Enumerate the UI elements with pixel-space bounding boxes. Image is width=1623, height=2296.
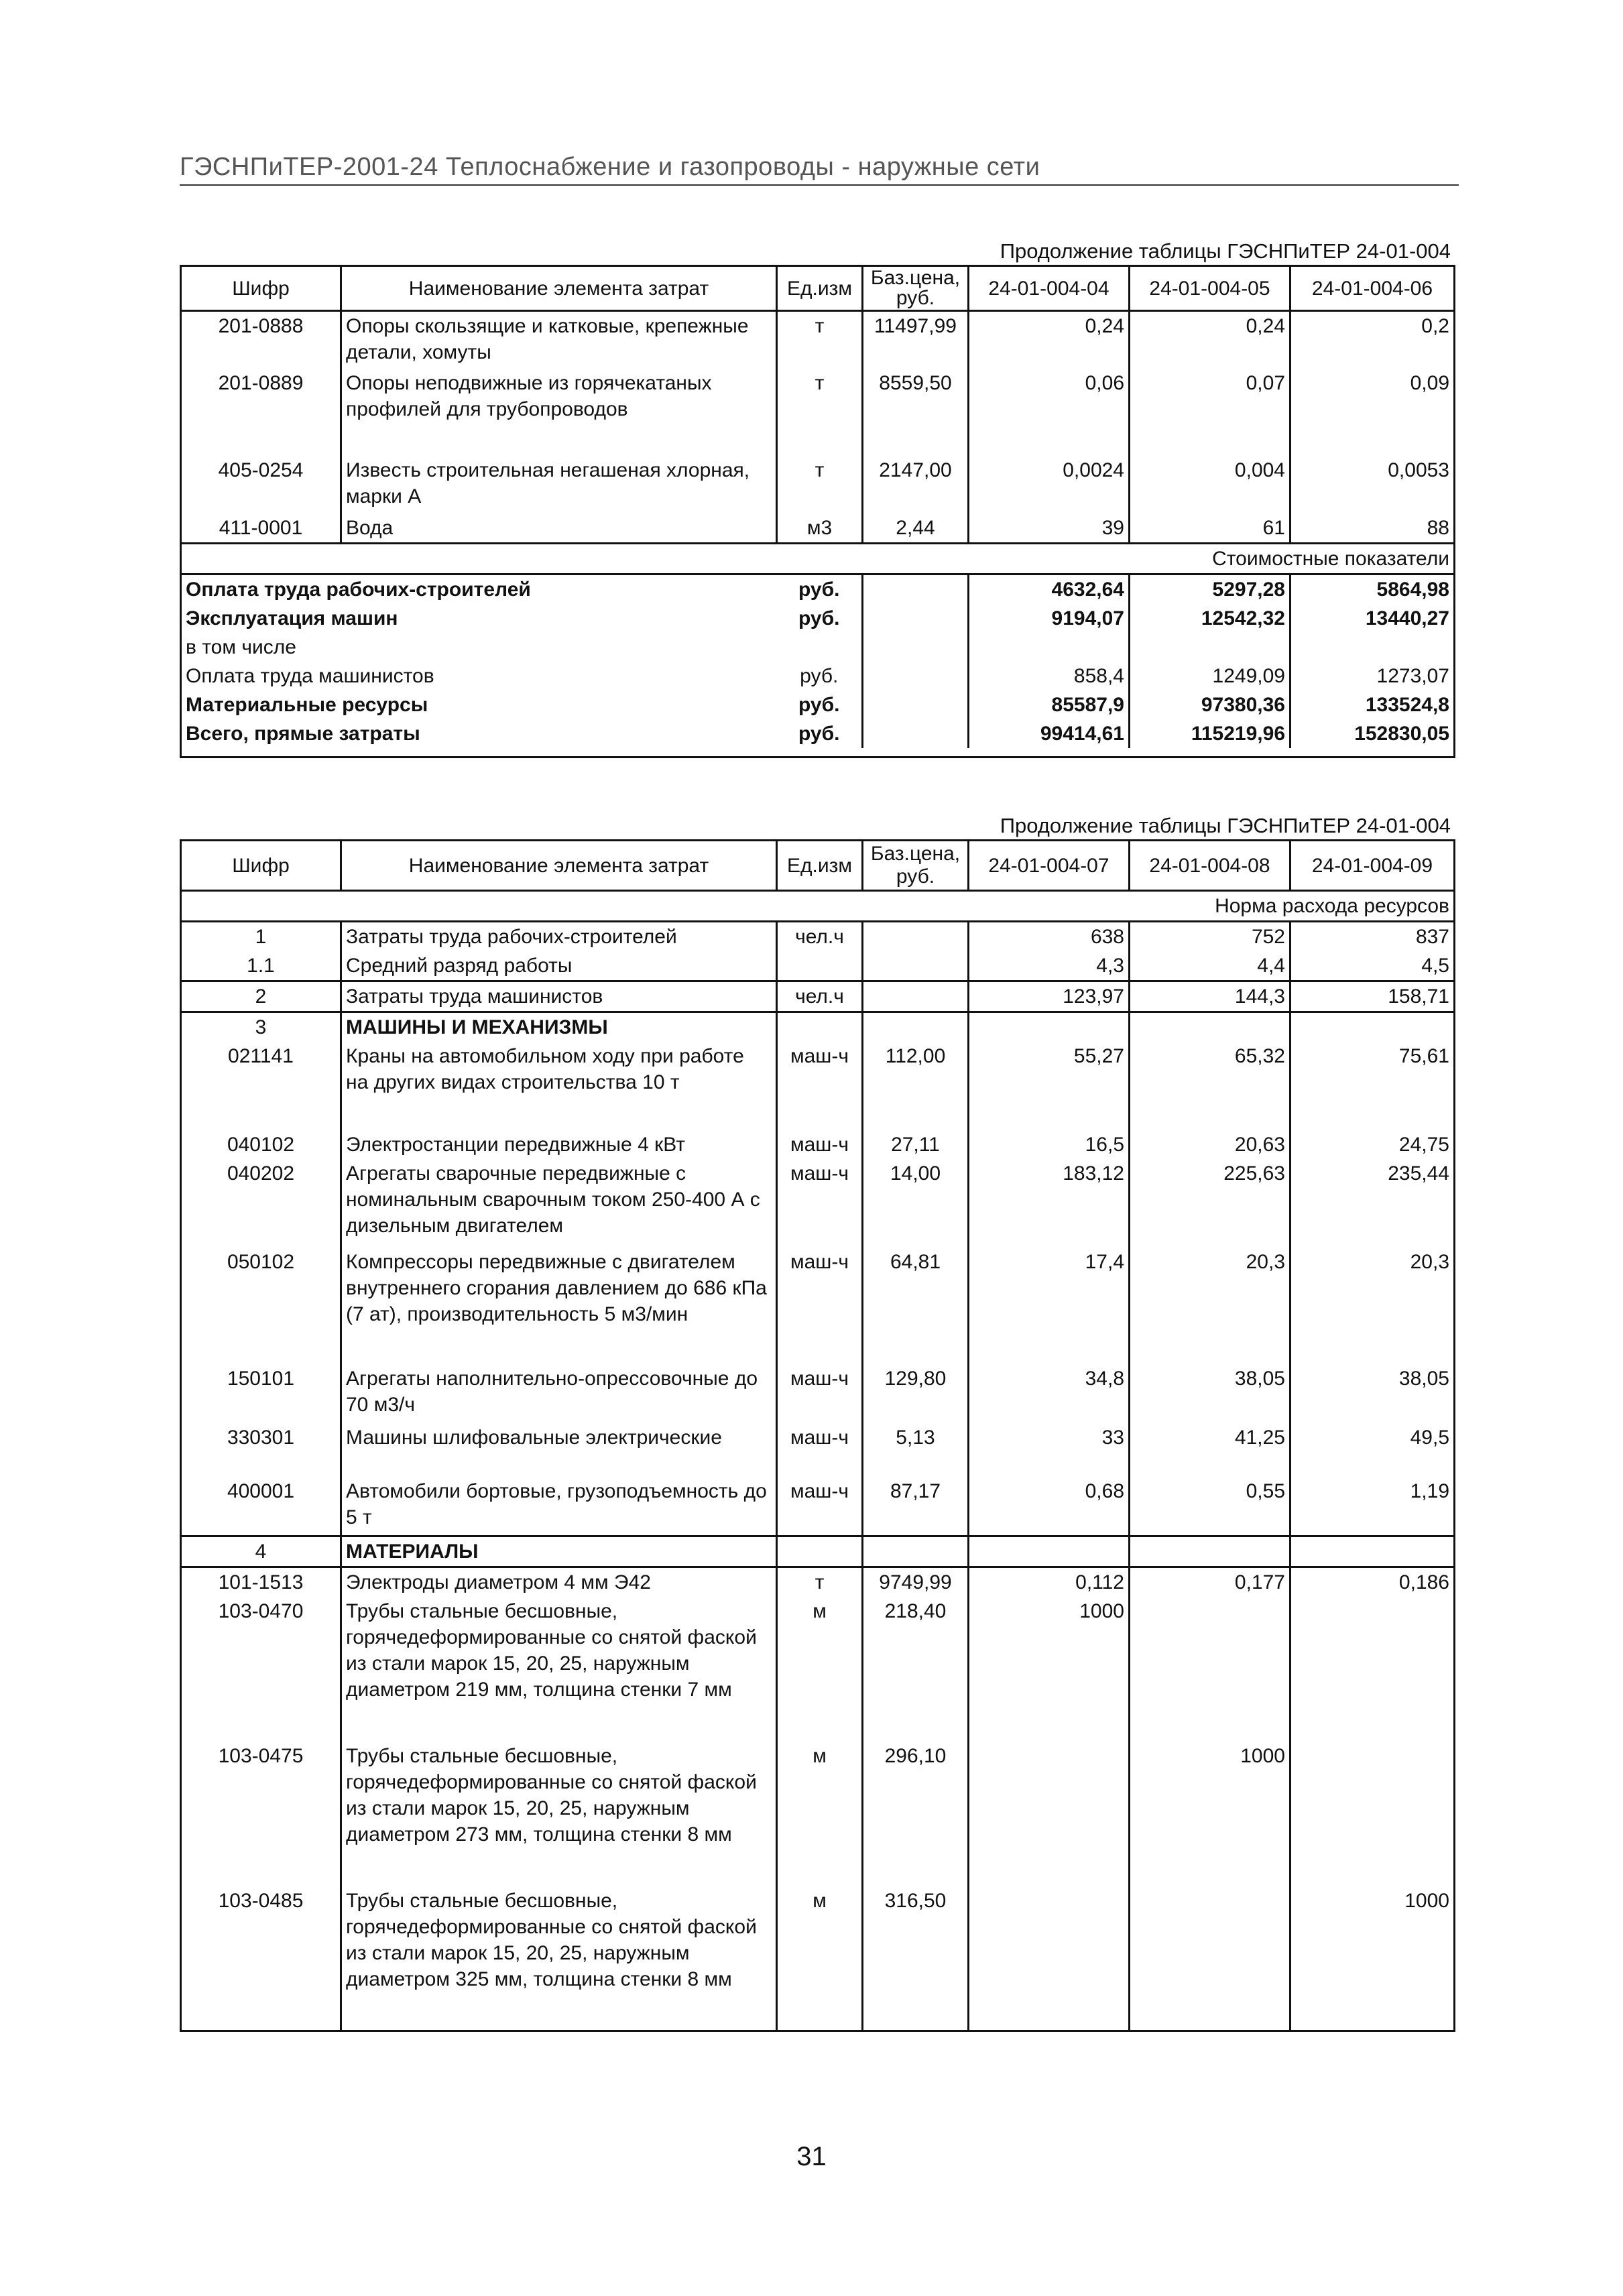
cell-value: 33 <box>969 1423 1130 1477</box>
cell-value: 0,186 <box>1290 1567 1455 1597</box>
summary-row <box>181 719 1455 748</box>
cell-value <box>1130 1886 1290 2031</box>
summary-unit: руб. <box>777 574 863 604</box>
table-row <box>181 981 1455 1012</box>
table1-header-row <box>181 266 1455 311</box>
summary-unit <box>777 633 863 662</box>
table-bottom-spacer <box>181 748 1455 758</box>
cell-unit: маш-ч <box>777 1477 863 1536</box>
cell-name: Опоры неподвижные из горячекатаных профилей для трубопроводов <box>341 369 777 456</box>
section-bar <box>181 891 1455 922</box>
cost-table-2 <box>180 839 1455 2032</box>
cell-value: 225,63 <box>1130 1159 1290 1248</box>
cell-value <box>1290 1742 1455 1886</box>
table2-continuation-caption: Продолжение таблицы ГЭСНПиТЕР 24-01-004 <box>1000 814 1451 837</box>
cell-code: 2 <box>181 981 341 1012</box>
cell-value: 55,27 <box>969 1042 1130 1130</box>
cell-name: Автомобили бортовые, грузоподъемность до 5 т <box>341 1477 777 1536</box>
cell-name: Затраты труда машинистов <box>341 981 777 1012</box>
cell-value <box>1290 1012 1455 1042</box>
cell-value: 183,12 <box>969 1159 1130 1248</box>
cell-value <box>1130 1597 1290 1742</box>
cell-value: 88 <box>1290 513 1455 544</box>
cell-code: 150101 <box>227 1368 295 1390</box>
cell-code: 201-0888 <box>218 315 304 337</box>
summary-value: 858,4 <box>969 662 1130 690</box>
summary-label: Всего, прямые затраты <box>186 722 420 745</box>
cell-value <box>1130 1536 1290 1567</box>
cell-unit: маш-ч <box>777 1159 863 1248</box>
summary-value: 13440,27 <box>1290 604 1455 633</box>
cell-value: 4,4 <box>1130 951 1290 981</box>
cell-price <box>863 951 969 981</box>
cell-value: 0,68 <box>969 1477 1130 1536</box>
cell-unit: маш-ч <box>777 1423 863 1477</box>
cell-value: 837 <box>1290 922 1455 952</box>
cell-value: 1000 <box>1290 1886 1455 2031</box>
table-row <box>181 1248 1455 1364</box>
summary-value <box>1290 633 1455 662</box>
cell-unit: т <box>777 456 863 513</box>
cell-value: 65,32 <box>1130 1042 1290 1130</box>
cell-value: 17,4 <box>969 1248 1130 1364</box>
cell-code: 103-0485 <box>218 1889 304 1912</box>
cell-price <box>863 1012 969 1042</box>
summary-label: Эксплуатация машин <box>186 607 398 629</box>
cell-code: 101-1513 <box>218 1571 304 1593</box>
summary-value: 1249,09 <box>1130 662 1290 690</box>
cell-name: Компрессоры передвижные с двигателем внутреннего сгорания давлением до 686 кПа (7 ат), производительность 5 м3/мин <box>341 1248 777 1364</box>
cell-value <box>969 1536 1130 1567</box>
table1-continuation-caption: Продолжение таблицы ГЭСНПиТЕР 24-01-004 <box>1000 239 1451 263</box>
cell-code: 4 <box>181 1536 341 1567</box>
cell-value: 24,75 <box>1290 1130 1455 1159</box>
summary-value: 97380,36 <box>1130 690 1290 719</box>
col-header-06: 24-01-004-06 <box>1290 266 1455 311</box>
cell-unit: т <box>777 311 863 369</box>
cell-value: 1000 <box>969 1597 1130 1742</box>
summary-value: 99414,61 <box>969 719 1130 748</box>
cell-value: 638 <box>969 922 1130 952</box>
summary-row <box>181 690 1455 719</box>
col-header-unit: Ед.изм <box>777 266 863 311</box>
cell-value: 0,112 <box>969 1567 1130 1597</box>
cell-value <box>1290 1597 1455 1742</box>
cell-unit: маш-ч <box>777 1364 863 1423</box>
summary-row <box>181 662 1455 690</box>
cell-value: 20,3 <box>1290 1248 1455 1364</box>
cell-value: 123,97 <box>969 981 1130 1012</box>
summary-price <box>863 574 969 604</box>
cell-name: Затраты труда рабочих-строителей <box>341 922 777 952</box>
summary-label: Оплата труда машинистов <box>186 664 434 687</box>
cell-unit <box>777 1012 863 1042</box>
cell-name: Агрегаты сварочные передвижные с номинальным сварочным током 250-400 А с дизельным двигателем <box>341 1159 777 1248</box>
table-row <box>181 1012 1455 1042</box>
summary-value: 9194,07 <box>969 604 1130 633</box>
col-header-04: 24-01-004-04 <box>969 266 1130 311</box>
summary-price <box>863 719 969 748</box>
cell-unit: маш-ч <box>777 1042 863 1130</box>
cell-code: 103-0475 <box>218 1744 304 1767</box>
cell-unit: м <box>777 1886 863 2031</box>
cell-unit: чел.ч <box>777 922 863 952</box>
cell-value: 0,0053 <box>1290 456 1455 513</box>
cell-price <box>863 981 969 1012</box>
col-header-name: Наименование элемента затрат <box>341 841 777 891</box>
cell-value: 144,3 <box>1130 981 1290 1012</box>
cell-price: 11497,99 <box>863 311 969 369</box>
cell-value: 16,5 <box>969 1130 1130 1159</box>
cell-code: 201-0889 <box>218 371 304 394</box>
cell-unit: м <box>777 1742 863 1886</box>
cell-name: Известь строительная негашеная хлорная, марки А <box>341 456 777 513</box>
cell-value: 4,3 <box>969 951 1130 981</box>
cell-value: 0,09 <box>1290 369 1455 456</box>
summary-value: 85587,9 <box>969 690 1130 719</box>
table-row <box>181 1364 1455 1423</box>
summary-row <box>181 604 1455 633</box>
table-row <box>181 513 1455 544</box>
summary-label: Материальные ресурсы <box>186 693 428 716</box>
cell-price: 316,50 <box>863 1886 969 2031</box>
table-row <box>181 922 1455 952</box>
table-row <box>181 951 1455 981</box>
cell-value: 39 <box>969 513 1130 544</box>
cell-value: 75,61 <box>1290 1042 1455 1130</box>
cell-value: 38,05 <box>1130 1364 1290 1423</box>
cell-value: 1000 <box>1130 1742 1290 1886</box>
table-row <box>181 1159 1455 1248</box>
cell-value: 34,8 <box>969 1364 1130 1423</box>
summary-value: 1273,07 <box>1290 662 1455 690</box>
table-row <box>181 1567 1455 1597</box>
cell-name: Электроды диаметром 4 мм Э42 <box>341 1567 777 1597</box>
cell-value <box>1290 1536 1455 1567</box>
table-row <box>181 1042 1455 1130</box>
cell-value: 0,24 <box>969 311 1130 369</box>
cell-value: 752 <box>1130 922 1290 952</box>
cell-price: 14,00 <box>863 1159 969 1248</box>
table-row <box>181 1536 1455 1567</box>
section-title-cost: Стоимостные показатели <box>181 543 1455 574</box>
cell-price: 2,44 <box>863 513 969 544</box>
table-row <box>181 1423 1455 1477</box>
table-row <box>181 311 1455 369</box>
summary-price <box>863 690 969 719</box>
cell-unit: чел.ч <box>777 981 863 1012</box>
table-row <box>181 1742 1455 1886</box>
cell-value: 0,2 <box>1290 311 1455 369</box>
col-header-05: 24-01-004-05 <box>1130 266 1290 311</box>
cell-value <box>969 1886 1130 2031</box>
cell-unit: т <box>777 1567 863 1597</box>
cell-value: 0,0024 <box>969 456 1130 513</box>
cell-value: 49,5 <box>1290 1423 1455 1477</box>
cell-code: 400001 <box>227 1480 295 1502</box>
summary-value: 5297,28 <box>1130 574 1290 604</box>
table-row <box>181 1886 1455 2031</box>
section-heading-materials: МАТЕРИАЛЫ <box>341 1536 777 1567</box>
section-title-norms: Норма расхода ресурсов <box>181 891 1455 922</box>
cell-code: 330301 <box>227 1427 295 1449</box>
col-header-09: 24-01-004-09 <box>1290 841 1455 891</box>
col-header-name: Наименование элемента затрат <box>341 266 777 311</box>
summary-unit: руб. <box>777 719 863 748</box>
cell-value: 41,25 <box>1130 1423 1290 1477</box>
cell-unit <box>777 951 863 981</box>
cell-value: 0,55 <box>1130 1477 1290 1536</box>
col-header-07: 24-01-004-07 <box>969 841 1130 891</box>
summary-value: 115219,96 <box>1130 719 1290 748</box>
summary-value <box>1130 633 1290 662</box>
cell-value: 61 <box>1130 513 1290 544</box>
cell-code: 050102 <box>227 1251 295 1273</box>
cell-price: 8559,50 <box>863 369 969 456</box>
cell-price: 64,81 <box>863 1248 969 1364</box>
col-header-unit: Ед.изм <box>777 841 863 891</box>
running-header: ГЭСНПиТЕР-2001-24 Теплоснабжение и газопроводы - наружные сети <box>180 153 1459 186</box>
cell-value: 38,05 <box>1290 1364 1455 1423</box>
summary-unit: руб. <box>777 690 863 719</box>
cell-name: Электростанции передвижные 4 кВт <box>341 1130 777 1159</box>
cell-name: Трубы стальные бесшовные, горячедеформированные со снятой фаской из стали марок 15, 20, 25, наружным диаметром 219 мм, толщина стенки 7 мм <box>341 1597 777 1742</box>
cell-code: 1 <box>255 926 267 948</box>
cell-value: 0,004 <box>1130 456 1290 513</box>
cell-value <box>1130 1012 1290 1042</box>
cell-value: 20,3 <box>1130 1248 1290 1364</box>
cell-value: 0,07 <box>1130 369 1290 456</box>
cell-unit: т <box>777 369 863 456</box>
cell-name: Агрегаты наполнительно-опрессовочные до 70 м3/ч <box>341 1364 777 1423</box>
cell-value: 0,177 <box>1130 1567 1290 1597</box>
table-row <box>181 1597 1455 1742</box>
cell-price: 112,00 <box>863 1042 969 1130</box>
cell-name: Вода <box>341 513 777 544</box>
summary-unit: руб. <box>777 604 863 633</box>
cell-unit: маш-ч <box>777 1130 863 1159</box>
cell-name: Опоры скользящие и катковые, крепежные детали, хомуты <box>341 311 777 369</box>
cell-value <box>969 1012 1130 1042</box>
cell-value <box>969 1742 1130 1886</box>
summary-price <box>863 604 969 633</box>
cell-name: Краны на автомобильном ходу при работе на других видах строительства 10 т <box>341 1042 777 1130</box>
cell-code: 040102 <box>227 1134 295 1156</box>
col-header-price: Баз.цена, руб. <box>863 841 969 891</box>
cell-price: 2147,00 <box>863 456 969 513</box>
summary-label: в том числе <box>186 636 296 658</box>
col-header-price: Баз.цена, руб. <box>863 266 969 311</box>
table-row <box>181 456 1455 513</box>
cell-code: 3 <box>255 1016 267 1038</box>
summary-unit: руб. <box>777 662 863 690</box>
summary-value: 152830,05 <box>1290 719 1455 748</box>
section-bar <box>181 543 1455 574</box>
cell-code: 405-0254 <box>218 459 304 481</box>
summary-row <box>181 633 1455 662</box>
cell-unit: м3 <box>777 513 863 544</box>
cell-price: 218,40 <box>863 1597 969 1742</box>
summary-value: 133524,8 <box>1290 690 1455 719</box>
summary-label: Оплата труда рабочих-строителей <box>186 578 531 601</box>
cell-value: 1,19 <box>1290 1477 1455 1536</box>
table-row <box>181 1477 1455 1536</box>
cell-name: Трубы стальные бесшовные, горячедеформированные со снятой фаской из стали марок 15, 20, 25, наружным диаметром 325 мм, толщина стенки 8 мм <box>341 1886 777 2031</box>
table-row <box>181 1130 1455 1159</box>
cell-price: 9749,99 <box>863 1567 969 1597</box>
cell-value: 235,44 <box>1290 1159 1455 1248</box>
cost-table-1 <box>180 265 1455 758</box>
cell-unit: маш-ч <box>777 1248 863 1364</box>
cell-value: 20,63 <box>1130 1130 1290 1159</box>
summary-value <box>969 633 1130 662</box>
summary-value: 5864,98 <box>1290 574 1455 604</box>
col-header-code: Шифр <box>181 266 341 311</box>
summary-value: 4632,64 <box>969 574 1130 604</box>
cell-price <box>863 1536 969 1567</box>
summary-price <box>863 633 969 662</box>
cell-price: 87,17 <box>863 1477 969 1536</box>
section-heading-machines: МАШИНЫ И МЕХАНИЗМЫ <box>341 1012 777 1042</box>
col-header-08: 24-01-004-08 <box>1130 841 1290 891</box>
table2-header-row <box>181 841 1455 891</box>
summary-value: 12542,32 <box>1130 604 1290 633</box>
cell-price: 27,11 <box>863 1130 969 1159</box>
summary-row <box>181 574 1455 604</box>
page-number: 31 <box>796 2142 827 2171</box>
cell-name: Трубы стальные бесшовные, горячедеформированные со снятой фаской из стали марок 15, 20, 25, наружным диаметром 273 мм, толщина стенки 8 мм <box>341 1742 777 1886</box>
cell-value: 158,71 <box>1290 981 1455 1012</box>
cell-value: 4,5 <box>1290 951 1455 981</box>
cell-price <box>863 922 969 952</box>
cell-unit <box>777 1536 863 1567</box>
cell-value: 0,06 <box>969 369 1130 456</box>
summary-price <box>863 662 969 690</box>
cell-code: 411-0001 <box>219 516 303 539</box>
cell-code: 1.1 <box>247 955 275 977</box>
cell-value: 0,24 <box>1130 311 1290 369</box>
cell-code: 040202 <box>227 1162 295 1185</box>
cell-code: 021141 <box>228 1045 294 1067</box>
cell-unit: м <box>777 1597 863 1742</box>
table-row <box>181 369 1455 456</box>
cell-code: 103-0470 <box>218 1599 304 1622</box>
cell-price: 5,13 <box>863 1423 969 1477</box>
cell-name: Машины шлифовальные электрические <box>341 1423 777 1477</box>
cell-name: Средний разряд работы <box>341 951 777 981</box>
cell-price: 129,80 <box>863 1364 969 1423</box>
cell-price: 296,10 <box>863 1742 969 1886</box>
col-header-code: Шифр <box>181 841 341 891</box>
